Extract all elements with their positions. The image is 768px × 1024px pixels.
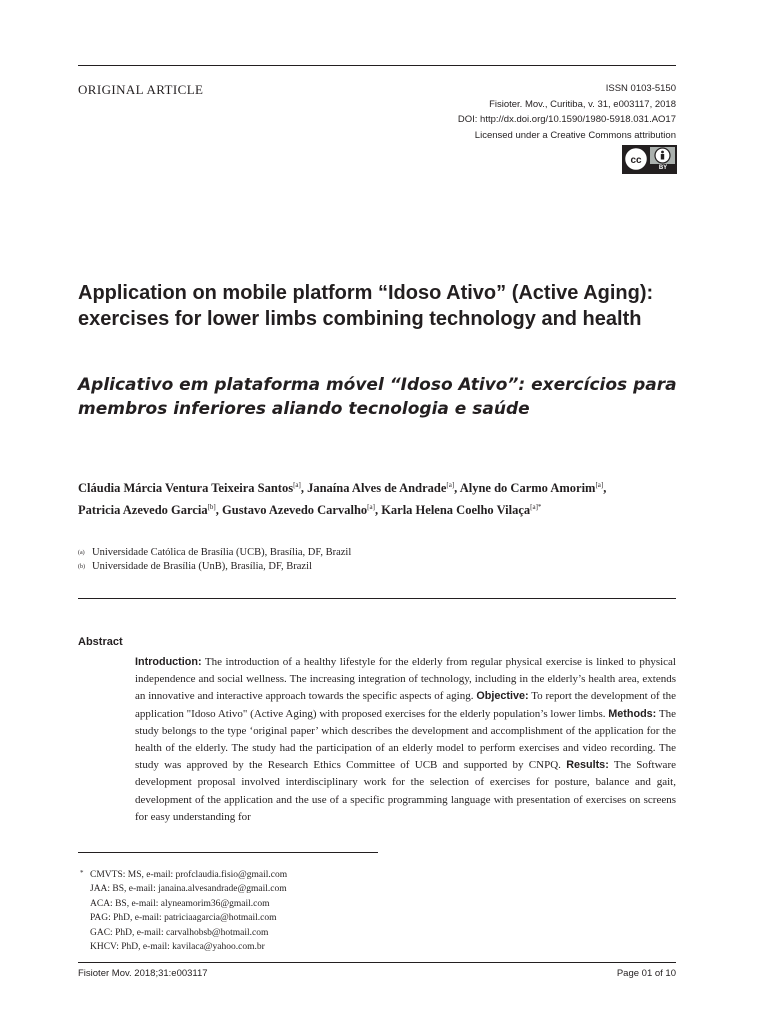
author-name: Alyne do Carmo Amorim [459,481,596,496]
section-rule [78,598,676,599]
doi-link[interactable]: DOI: http://dx.doi.org/10.1590/1980-5918.031.AO17 [457,114,676,125]
abstract-section-label: Introduction: [135,656,202,668]
correspondence-item [78,868,678,882]
top-rule [78,65,676,66]
author-affiliation-mark: [b] [207,503,216,512]
author-separator: , [374,503,382,518]
citation: Fisioter. Mov., Curitiba, v. 31, e003117, 2018 [489,98,676,110]
author-name: Karla Helena Coelho Vilaça [381,503,531,518]
footer-journal: Fisioter Mov. 2018;31:e003117 [78,968,208,979]
correspondence-email[interactable]: JAA: BS, e-mail: janaina.alvesandrade@gmail.com [90,884,287,895]
author-separator: , [300,481,308,496]
author-affiliation-mark: [a] [446,481,455,489]
author-separator: , [603,481,607,496]
author-affiliation-mark: [a]* [530,503,542,512]
affiliation-mark: (a) [78,550,85,556]
correspondence-email[interactable]: CMVTS: MS, e-mail: profclaudia.fisio@gmail.com [90,870,288,880]
author-separator: , [454,481,460,496]
author-name: Gustavo Azevedo Carvalho [222,503,368,518]
affiliations [78,546,678,574]
issn: ISSN 0103-5150 [605,83,676,94]
correspondence-mark: * [80,869,84,877]
author-name: Patricia Azevedo Garcia [78,503,208,518]
author-affiliation-mark: [a] [367,503,375,512]
abstract-section-label: Results: [566,759,609,772]
correspondence-list [78,868,678,954]
author-name: Cláudia Márcia Ventura Teixeira Santos [78,481,294,496]
article-title-portuguese: Aplicativo em plataforma móvel “Idoso Ativo”: exercícios para membros inferiores aliando tecnologia e saúde [78,375,677,419]
author-affiliation-mark: [a] [595,481,604,489]
affiliation-mark: (b) [78,564,85,570]
svg-text:cc: cc [630,155,642,166]
correspondence-item [78,926,678,940]
abstract-section-text: To report the development of the application "Idoso Ativo" (Active Aging) with proposed exercises for the elderly population’s lower limbs. [135,690,677,720]
abstract-section-text: The introduction of a healthy lifestyle for the elderly from regular physical exercise is linked to physical independence and social wellness. The increasing integration of technology, including in the elderly’s health area, extends an innovative and interactive approach towards the specific aspects of aging. [135,656,676,703]
license-text: Licensed under a Creative Commons attribution [474,129,676,141]
section-label: ORIGINAL ARTICLE [78,82,204,97]
correspondence-email[interactable]: ACA: BS, e-mail: alyneamorim36@gmail.com [90,898,270,909]
abstract-section-label: Methods: [608,707,657,720]
abstract-section-text: The study belongs to the type ‘original paper’ which describes the development and accomplishment of the application for the health of the elderly. The study had the participation of an elderly model to perform exercises and video recording. The study was approved by the Research Ethics Committee of UCB and supported by CNPQ. [135,707,676,772]
affiliation-item [78,546,678,560]
correspondence-email[interactable]: PAG: PhD, e-mail: patriciaagarcia@hotmail.com [90,913,277,924]
affiliation-text: Universidade Católica de Brasília (UCB), Brasília, DF, Brazil [92,547,352,558]
correspondence-item [78,911,678,925]
publication-meta [458,81,676,143]
correspondence-email[interactable]: KHCV: PhD, e-mail: kavilaca@yahoo.com.br [90,942,265,953]
author-separator: , [215,503,223,518]
correspondence-item [78,882,678,896]
abstract-section-label: Objective: [476,690,529,703]
abstract-body [135,654,676,826]
abstract-heading: Abstract [78,636,123,648]
author-name: Janaína Alves de Andrade [307,481,447,496]
footer-rule [78,962,676,963]
correspondence-item [78,940,678,954]
creative-commons-by-icon[interactable] [622,145,677,174]
author-affiliation-mark: [a] [293,481,301,489]
footnote-rule [78,852,378,853]
author-list [78,476,678,520]
correspondence-email[interactable]: GAC: PhD, e-mail: carvalhobsb@hotmail.com [90,927,269,938]
correspondence-item [78,897,678,911]
article-title: Application on mobile platform “Idoso Ativo” (Active Aging): exercises for lower limbs combining technology and health [78,282,654,330]
page-number: Page 01 of 10 [616,968,676,979]
affiliation-item [78,560,678,574]
license-badge-label: BY [658,165,668,171]
abstract-section-text: The Software development proposal involved interdisciplinary work for the selection of exercises for posture, balance and gait, development of the application and the use of a specific programming language with presentation of exercises on screens for easy understanding for [135,759,676,823]
affiliation-text: Universidade de Brasília (UnB), Brasília, DF, Brazil [92,561,312,572]
